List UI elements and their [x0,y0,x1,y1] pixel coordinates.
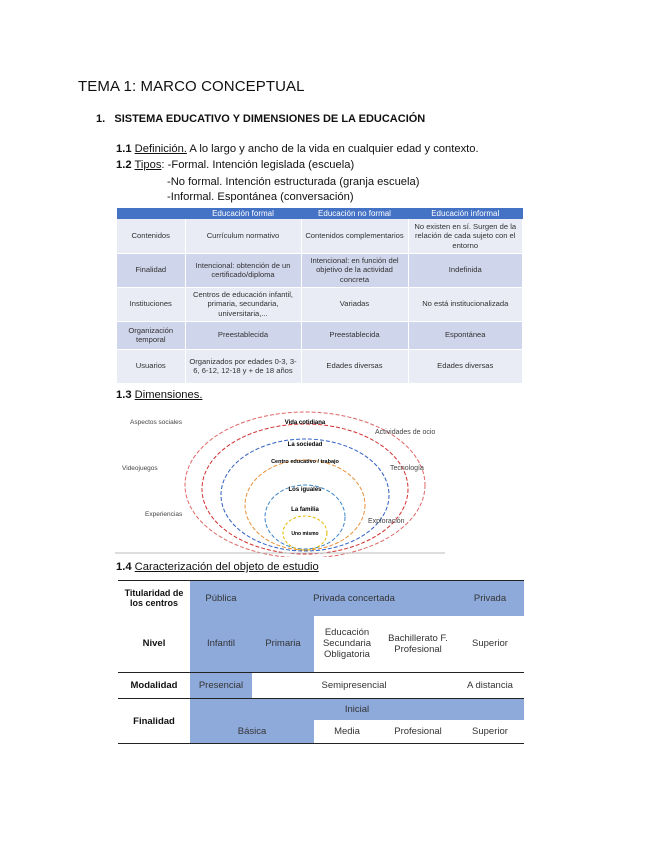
table-row [117,287,523,321]
table-cell: Contenidos complementarios [301,219,408,253]
table-cell: No existen en sí. Surgen de la relación de cada sujeto con el entorno [408,219,523,253]
table-cell: Contenidos [117,219,185,253]
types-nonformal: -No formal. Intención estructurada (granja escuela) [167,176,420,188]
types-number: 1.2 [116,159,132,171]
table-header: Educación no formal [301,208,408,219]
types-line [116,159,354,171]
table-cell: No está institucionalizada [408,287,523,321]
characterization-line [116,561,319,573]
table-row [118,581,524,616]
outside-label: Exploración [368,518,405,525]
types-formal: : -Formal. Intención legislada (escuela) [161,159,355,171]
table-cell: Organización temporal [117,321,185,349]
dimensions-diagram [110,405,450,557]
table-cell: Indefinida [408,253,523,287]
table-cell: Bachillerato F. Profesional [388,632,448,655]
table-cell: Variadas [301,287,408,321]
outside-label: Aspectos sociales [130,419,183,426]
section-title: SISTEMA EDUCATIVO Y DIMENSIONES DE LA EDUCACIÓN [114,113,426,125]
table-cell: Instituciones [117,287,185,321]
table-cell: Privada [456,581,524,616]
definition-label: Definición. [134,143,187,155]
table-cell: Presencial [190,673,252,699]
table-cell: Media [334,725,360,737]
table-cell: Semipresencial [252,673,456,699]
definition-text: A lo largo y ancho de la vida en cualquier edad y contexto. [186,143,479,155]
section-number: 1. [96,113,106,125]
table-header-row [117,208,523,219]
table-cell: Edades diversas [408,349,523,383]
table-cell: Organizados por edades 0-3, 3-6, 6-12, 12-18 y + de 18 años [185,349,301,383]
ring-label: La familia [291,507,319,513]
table-cell: Superior [472,725,508,737]
table-row [118,699,524,720]
table-row [117,219,523,253]
table-cell: Currículum normativo [185,219,301,253]
table-cell: Usuarios [117,349,185,383]
dimensions-line [116,389,202,401]
table-row [118,673,524,699]
table-header [117,208,185,219]
outside-label: Actividades de ocio [375,429,436,436]
table-cell: Intencional: obtención de un certificado/diploma [185,253,301,287]
ring-familia [265,485,345,549]
types-informal: -Informal. Espontánea (conversación) [167,191,354,203]
ring-label: La sociedad [287,442,323,448]
table-cell: Privada concertada [252,581,456,616]
table-row [118,616,524,673]
row-label-modalidad: Modalidad [118,673,190,699]
table-cell: Preestablecida [301,321,408,349]
table-cell: Preestablecida [185,321,301,349]
dimensions-number: 1.3 [116,389,132,401]
ring-label: Centro educativo / trabajo [271,459,339,465]
outside-label: Videojuegos [122,465,158,472]
table-cell: Básica [190,720,314,744]
table-row [117,253,523,287]
ring-label: Los iguales [288,487,322,493]
section-heading [96,113,425,125]
table-row [117,321,523,349]
table-cell: Pública [190,581,252,616]
table-cell: Primaria [252,616,314,673]
outside-label: Experiencias [145,511,183,518]
definition-number: 1.1 [116,143,132,155]
table-cell: Superior [472,638,508,650]
characterization-table [118,580,524,744]
row-label-titularidad: Titularidad de los centros [118,581,190,616]
ring-label: Uno mismo [291,531,319,537]
table-cell: Centros de educación infantil, primaria, secundaria, universitaria,... [185,287,301,321]
table-cell: Inicial [190,699,524,720]
table-cell: Educación Secundaria Obligatoria [322,627,372,661]
row-label-nivel: Nivel [142,638,166,650]
page-title: TEMA 1: MARCO CONCEPTUAL [78,78,305,95]
education-types-table [117,208,523,384]
dimensions-label: Dimensiones. [134,389,203,401]
row-label-finalidad: Finalidad [118,699,190,744]
table-row [117,349,523,383]
characterization-label: Caracterización del objeto de estudio [134,561,319,573]
table-cell: Espontánea [408,321,523,349]
table-cell: Edades diversas [301,349,408,383]
ring-label: Vida cotidiana [284,420,326,426]
characterization-number: 1.4 [116,561,132,573]
table-header: Educación informal [408,208,523,219]
table-cell: Intencional: en función del objetivo de la actividad concreta [301,253,408,287]
table-cell: Infantil [190,616,252,673]
table-cell: A distancia [456,673,524,699]
outside-label: Tecnología [390,465,424,472]
types-label: Tipos [134,159,162,171]
table-cell: Profesional [394,725,442,737]
definition-line [116,143,479,155]
table-cell: Finalidad [117,253,185,287]
table-header: Educación formal [185,208,301,219]
